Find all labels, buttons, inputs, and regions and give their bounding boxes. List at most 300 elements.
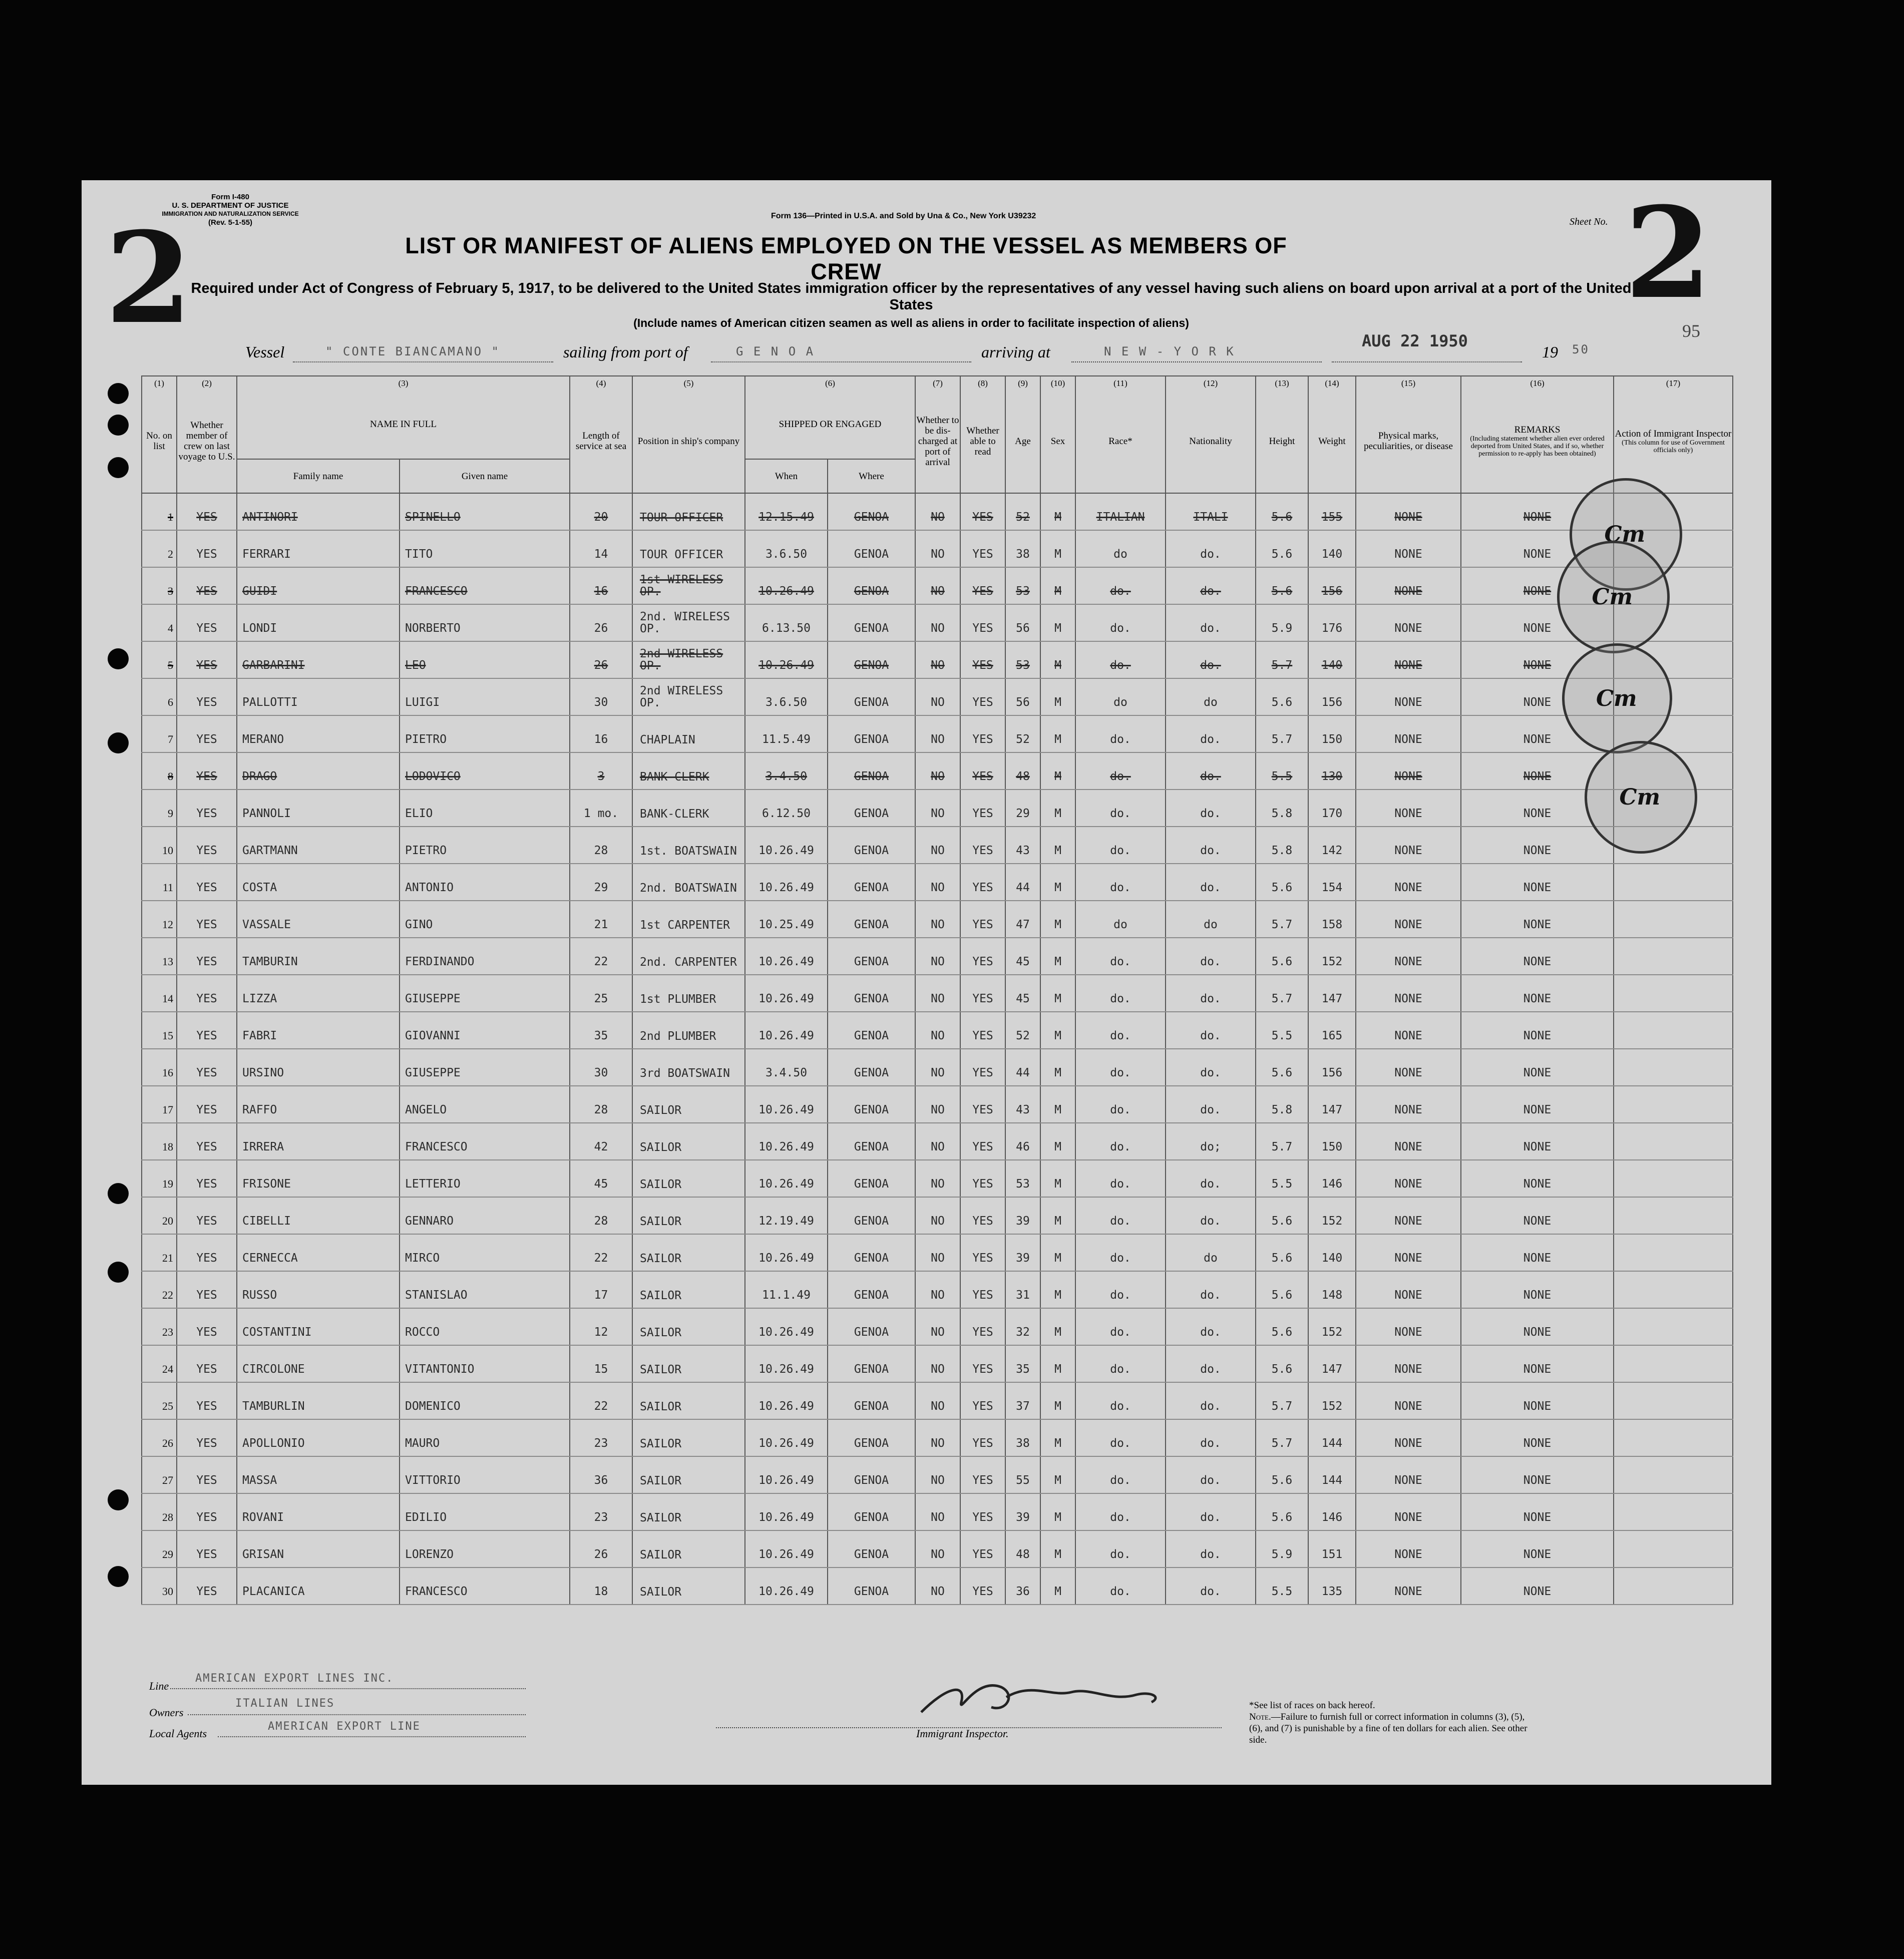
remarks-cell: NONE — [1461, 1049, 1614, 1086]
row-number-cell: 3 — [142, 567, 177, 604]
physical-marks-cell: NONE — [1356, 1308, 1461, 1345]
row-number-cell: 12 — [142, 901, 177, 938]
physical-marks-cell: NONE — [1356, 975, 1461, 1012]
table-row — [142, 1456, 1733, 1493]
family-name-cell: URSINO — [237, 1049, 400, 1086]
table-row — [142, 1049, 1733, 1086]
able-to-read-cell: YES — [960, 827, 1005, 864]
shipped-engaged-header: SHIPPED OR ENGAGED — [745, 389, 915, 459]
sex-cell: M — [1040, 901, 1075, 938]
physical-marks-cell: NONE — [1356, 715, 1461, 752]
remarks-note: (Including statement whether alien ever ordered deported from United States, and if so, whether permission to re-apply has been obtained) — [1470, 435, 1605, 458]
remarks-cell: NONE — [1461, 1456, 1614, 1493]
table-row — [142, 1345, 1733, 1382]
height-cell: 5.6 — [1256, 1197, 1308, 1234]
nationality-cell: do. — [1166, 864, 1256, 901]
family-name-cell: CIRCOLONE — [237, 1345, 400, 1382]
shipped-where-cell: GENOA — [828, 1197, 915, 1234]
to-be-discharged-cell: NO — [915, 790, 960, 827]
height-cell: 5.8 — [1256, 1086, 1308, 1123]
able-to-read-cell: YES — [960, 1012, 1005, 1049]
shipped-where-cell: GENOA — [828, 1456, 915, 1493]
nationality-cell: ITALI — [1166, 493, 1256, 530]
member-last-voyage-cell: YES — [177, 975, 237, 1012]
table-row — [142, 678, 1733, 715]
physical-marks-cell: NONE — [1356, 604, 1461, 641]
position-cell: TOUR OFFICER — [632, 493, 745, 530]
weight-cell: 156 — [1308, 678, 1356, 715]
member-last-voyage-cell: YES — [177, 604, 237, 641]
length-of-service-cell: 26 — [570, 1530, 632, 1568]
race-cell: do — [1075, 678, 1166, 715]
local-agents-label: Local Agents — [149, 1727, 207, 1740]
age-cell: 55 — [1005, 1456, 1040, 1493]
shipped-where-cell: GENOA — [828, 567, 915, 604]
height-cell: 5.7 — [1256, 641, 1308, 678]
age-cell: 43 — [1005, 827, 1040, 864]
position-cell: 1st PLUMBER — [632, 975, 745, 1012]
able-to-read-cell: YES — [960, 1234, 1005, 1271]
able-to-read-cell: YES — [960, 715, 1005, 752]
row-number-cell: 10 — [142, 827, 177, 864]
family-name-cell: TAMBURIN — [237, 938, 400, 975]
race-cell: do. — [1075, 641, 1166, 678]
inspector-action-cell — [1614, 1530, 1733, 1568]
physical-marks-cell: NONE — [1356, 1493, 1461, 1530]
inspector-action-cell — [1614, 901, 1733, 938]
nationality-cell: do. — [1166, 604, 1256, 641]
race-cell: do. — [1075, 1382, 1166, 1419]
physical-marks-cell: NONE — [1356, 1530, 1461, 1568]
shipped-where-cell: GENOA — [828, 864, 915, 901]
note-label: Note. — [1249, 1712, 1271, 1722]
position-cell: SAILOR — [632, 1234, 745, 1271]
sex-cell: M — [1040, 1382, 1075, 1419]
able-to-read-cell: YES — [960, 641, 1005, 678]
physical-marks-cell: NONE — [1356, 1382, 1461, 1419]
given-name-cell: LEO — [400, 641, 570, 678]
when-header: When — [745, 459, 828, 493]
row-number-cell: 26 — [142, 1419, 177, 1456]
row-number-cell: 17 — [142, 1086, 177, 1123]
length-of-service-cell: 29 — [570, 864, 632, 901]
position-cell: 1st CARPENTER — [632, 901, 745, 938]
table-row — [142, 567, 1733, 604]
col-num-6: (6) — [745, 376, 915, 389]
weight-cell: 148 — [1308, 1271, 1356, 1308]
race-cell: do. — [1075, 567, 1166, 604]
able-to-read-cell: YES — [960, 864, 1005, 901]
given-name-cell: PIETRO — [400, 827, 570, 864]
shipped-when-cell: 10.26.49 — [745, 1234, 828, 1271]
col-num-5: (5) — [632, 376, 745, 389]
family-name-cell: FERRARI — [237, 530, 400, 567]
nationality-cell: do. — [1166, 1160, 1256, 1197]
race-cell: do. — [1075, 1530, 1166, 1568]
action-note: (This column for use of Government officials only) — [1622, 439, 1725, 454]
weight-cell: 158 — [1308, 901, 1356, 938]
race-cell: do. — [1075, 864, 1166, 901]
position-cell: SAILOR — [632, 1456, 745, 1493]
remarks-cell: NONE — [1461, 864, 1614, 901]
weight-cell: 152 — [1308, 938, 1356, 975]
family-name-cell: TAMBURLIN — [237, 1382, 400, 1419]
age-cell: 35 — [1005, 1345, 1040, 1382]
shipped-when-cell: 10.25.49 — [745, 901, 828, 938]
family-name-cell: PLACANICA — [237, 1568, 400, 1605]
family-name-cell: CERNECCA — [237, 1234, 400, 1271]
weight-cell: 140 — [1308, 1234, 1356, 1271]
family-name-cell: PALLOTTI — [237, 678, 400, 715]
to-be-discharged-cell: NO — [915, 678, 960, 715]
able-to-read-cell: YES — [960, 530, 1005, 567]
shipped-when-cell: 3.6.50 — [745, 530, 828, 567]
to-be-discharged-cell: NO — [915, 1308, 960, 1345]
physical-marks-cell: NONE — [1356, 1160, 1461, 1197]
nationality-cell: do — [1166, 901, 1256, 938]
given-name-cell: LUIGI — [400, 678, 570, 715]
height-cell: 5.6 — [1256, 1456, 1308, 1493]
table-row — [142, 715, 1733, 752]
age-cell: 29 — [1005, 790, 1040, 827]
row-number-cell: 28 — [142, 1493, 177, 1530]
to-be-discharged-cell: NO — [915, 530, 960, 567]
row-number-cell: 2 — [142, 530, 177, 567]
nationality-cell: do. — [1166, 1345, 1256, 1382]
to-be-discharged-cell: NO — [915, 1493, 960, 1530]
line-label: Line — [149, 1680, 169, 1692]
family-name-cell: ANTINORI — [237, 493, 400, 530]
year-prefix: 19 — [1542, 343, 1558, 361]
remarks-cell: NONE — [1461, 1234, 1614, 1271]
physical-marks-cell: NONE — [1356, 1049, 1461, 1086]
consulate-stamp: Cm — [1570, 478, 1682, 591]
shipped-when-cell: 10.26.49 — [745, 1568, 828, 1605]
race-cell: do. — [1075, 975, 1166, 1012]
nationality-cell: do. — [1166, 641, 1256, 678]
length-of-service-cell: 30 — [570, 678, 632, 715]
weight-cell: 144 — [1308, 1456, 1356, 1493]
nationality-cell: do — [1166, 1234, 1256, 1271]
remarks-cell: NONE — [1461, 1012, 1614, 1049]
height-cell: 5.6 — [1256, 567, 1308, 604]
remarks-cell: NONE — [1461, 530, 1614, 567]
to-be-discharged-cell: NO — [915, 1530, 960, 1568]
table-row — [142, 827, 1733, 864]
position-cell: 2nd WIRELESS OP. — [632, 641, 745, 678]
shipped-where-cell: GENOA — [828, 1234, 915, 1271]
physical-marks-cell: NONE — [1356, 1568, 1461, 1605]
to-be-discharged-cell: NO — [915, 567, 960, 604]
able-to-read-cell: YES — [960, 567, 1005, 604]
given-name-header: Given name — [400, 459, 570, 493]
weight-cell: 170 — [1308, 790, 1356, 827]
remarks-cell: NONE — [1461, 938, 1614, 975]
physical-marks-cell: NONE — [1356, 1419, 1461, 1456]
weight-cell: 152 — [1308, 1308, 1356, 1345]
height-cell: 5.5 — [1256, 1568, 1308, 1605]
shipped-where-cell: GENOA — [828, 1419, 915, 1456]
able-to-read-cell: YES — [960, 1197, 1005, 1234]
row-number-cell: 14 — [142, 975, 177, 1012]
inspector-action-cell — [1614, 864, 1733, 901]
height-cell: 5.8 — [1256, 790, 1308, 827]
weight-cell: 150 — [1308, 715, 1356, 752]
table-row — [142, 1160, 1733, 1197]
col-num-4: (4) — [570, 376, 632, 389]
weight-cell: 147 — [1308, 1345, 1356, 1382]
sex-cell: M — [1040, 1086, 1075, 1123]
shipped-when-cell: 12.15.49 — [745, 493, 828, 530]
family-name-cell: LONDI — [237, 604, 400, 641]
member-last-voyage-cell: YES — [177, 1049, 237, 1086]
race-cell: do. — [1075, 1419, 1166, 1456]
sex-cell: M — [1040, 1197, 1075, 1234]
shipped-where-cell: GENOA — [828, 1568, 915, 1605]
age-cell: 46 — [1005, 1123, 1040, 1160]
shipped-when-cell: 10.26.49 — [745, 1308, 828, 1345]
given-name-cell: ANGELO — [400, 1086, 570, 1123]
table-row — [142, 1123, 1733, 1160]
col-num-16: (16) — [1461, 376, 1614, 389]
remarks-cell: NONE — [1461, 1123, 1614, 1160]
inspector-action-cell — [1614, 1049, 1733, 1086]
member-last-voyage-cell: YES — [177, 1086, 237, 1123]
given-name-cell: PIETRO — [400, 715, 570, 752]
height-cell: 5.7 — [1256, 1382, 1308, 1419]
race-cell: do. — [1075, 1308, 1166, 1345]
position-cell: 2nd. CARPENTER — [632, 938, 745, 975]
physical-marks-cell: NONE — [1356, 1456, 1461, 1493]
member-last-voyage-cell: YES — [177, 1197, 237, 1234]
sex-cell: M — [1040, 1530, 1075, 1568]
shipped-where-cell: GENOA — [828, 1530, 915, 1568]
table-row — [142, 1271, 1733, 1308]
race-cell: do. — [1075, 1234, 1166, 1271]
column-number-row — [142, 376, 1733, 389]
shipped-where-cell: GENOA — [828, 1086, 915, 1123]
length-of-service-cell: 36 — [570, 1456, 632, 1493]
shipped-when-cell: 10.26.49 — [745, 1493, 828, 1530]
length-service-header: Length of service at sea — [570, 389, 632, 493]
position-cell: SAILOR — [632, 1160, 745, 1197]
family-name-cell: RAFFO — [237, 1086, 400, 1123]
col-num-2: (2) — [177, 376, 237, 389]
given-name-cell: NORBERTO — [400, 604, 570, 641]
row-number-cell: 16 — [142, 1049, 177, 1086]
sex-cell: M — [1040, 1568, 1075, 1605]
to-be-discharged-cell: NO — [915, 752, 960, 790]
height-cell: 5.6 — [1256, 864, 1308, 901]
sailing-from-port: G E N O A — [736, 344, 815, 358]
physical-marks-cell: NONE — [1356, 1123, 1461, 1160]
physical-marks-cell: NONE — [1356, 864, 1461, 901]
remarks-cell: NONE — [1461, 1086, 1614, 1123]
age-cell: 44 — [1005, 864, 1040, 901]
sex-cell: M — [1040, 715, 1075, 752]
arrival-date-stamp: AUG 22 1950 — [1362, 331, 1468, 350]
col-num-7: (7) — [915, 376, 960, 389]
remarks-cell: NONE — [1461, 1382, 1614, 1419]
row-number-cell: 22 — [142, 1271, 177, 1308]
physical-marks-cell: NONE — [1356, 567, 1461, 604]
nationality-cell: do. — [1166, 1086, 1256, 1123]
shipped-where-cell: GENOA — [828, 530, 915, 567]
shipped-when-cell: 10.26.49 — [745, 975, 828, 1012]
sex-cell: M — [1040, 975, 1075, 1012]
nationality-cell: do; — [1166, 1123, 1256, 1160]
weight-cell: 140 — [1308, 530, 1356, 567]
footer-notes — [1249, 1700, 1540, 1746]
to-be-discharged-cell: NO — [915, 1568, 960, 1605]
given-name-cell: ANTONIO — [400, 864, 570, 901]
consulate-stamp: Cm — [1585, 741, 1697, 854]
member-last-voyage-cell: YES — [177, 1530, 237, 1568]
able-to-read-cell: YES — [960, 975, 1005, 1012]
length-of-service-cell: 1 mo. — [570, 790, 632, 827]
member-last-voyage-cell: YES — [177, 1456, 237, 1493]
given-name-cell: GENNARO — [400, 1197, 570, 1234]
sex-cell: M — [1040, 1308, 1075, 1345]
race-cell: do. — [1075, 1345, 1166, 1382]
given-name-cell: LETTERIO — [400, 1160, 570, 1197]
height-cell: 5.9 — [1256, 1530, 1308, 1568]
shipped-when-cell: 10.26.49 — [745, 1530, 828, 1568]
physical-marks-cell: NONE — [1356, 1234, 1461, 1271]
to-be-discharged-cell: NO — [915, 864, 960, 901]
position-cell: 1st. BOATSWAIN — [632, 827, 745, 864]
header-row — [142, 389, 1733, 459]
race-cell: do — [1075, 901, 1166, 938]
inspector-action-cell — [1614, 1197, 1733, 1234]
age-cell: 53 — [1005, 641, 1040, 678]
physical-marks-cell: NONE — [1356, 1271, 1461, 1308]
owners-label: Owners — [149, 1706, 184, 1719]
weight-cell: 150 — [1308, 1123, 1356, 1160]
race-cell: do. — [1075, 1160, 1166, 1197]
shipped-where-cell: GENOA — [828, 1493, 915, 1530]
member-last-voyage-cell: YES — [177, 1345, 237, 1382]
sex-cell: M — [1040, 752, 1075, 790]
height-cell: 5.6 — [1256, 1308, 1308, 1345]
length-of-service-cell: 18 — [570, 1568, 632, 1605]
sex-cell: M — [1040, 567, 1075, 604]
to-be-discharged-cell: NO — [915, 1345, 960, 1382]
col-num-9: (9) — [1005, 376, 1040, 389]
arriving-port: N E W - Y O R K — [1104, 344, 1235, 358]
weight-cell: 154 — [1308, 864, 1356, 901]
given-name-cell: GINO — [400, 901, 570, 938]
weight-cell: 147 — [1308, 975, 1356, 1012]
revision: (Rev. 5-1-55) — [208, 218, 253, 227]
member-last-voyage-cell: YES — [177, 715, 237, 752]
member-last-voyage-cell: YES — [177, 493, 237, 530]
note-text: —Failure to furnish full or correct information in columns (3), (5), (6), and (7) is punishable by a fine of ten dollars for each alien. See other side. — [1249, 1712, 1528, 1745]
given-name-cell: STANISLAO — [400, 1271, 570, 1308]
age-cell: 47 — [1005, 901, 1040, 938]
length-of-service-cell: 15 — [570, 1345, 632, 1382]
position-cell: SAILOR — [632, 1123, 745, 1160]
shipped-where-cell: GENOA — [828, 1308, 915, 1345]
owners-value: ITALIAN LINES — [235, 1697, 335, 1710]
row-number-cell: 23 — [142, 1308, 177, 1345]
nationality-cell: do. — [1166, 1530, 1256, 1568]
physical-marks-cell: NONE — [1356, 1197, 1461, 1234]
able-to-read-cell: YES — [960, 1123, 1005, 1160]
line-value: AMERICAN EXPORT LINES INC. — [195, 1672, 394, 1685]
position-cell: SAILOR — [632, 1419, 745, 1456]
given-name-cell: VITANTONIO — [400, 1345, 570, 1382]
height-cell: 5.6 — [1256, 1493, 1308, 1530]
remarks-cell: NONE — [1461, 1419, 1614, 1456]
to-be-discharged-cell: NO — [915, 938, 960, 975]
member-last-voyage-cell: YES — [177, 901, 237, 938]
col-num-13: (13) — [1256, 376, 1308, 389]
inspector-action-cell — [1614, 1345, 1733, 1382]
able-to-read-cell: YES — [960, 1271, 1005, 1308]
given-name-cell: GIOVANNI — [400, 1012, 570, 1049]
consulate-stamp: Cm — [1557, 541, 1670, 653]
row-number-cell: 6 — [142, 678, 177, 715]
position-cell: 2nd. WIRELESS OP. — [632, 604, 745, 641]
department: U. S. DEPARTMENT OF JUSTICE — [172, 201, 289, 210]
table-row — [142, 975, 1733, 1012]
family-name-cell: LIZZA — [237, 975, 400, 1012]
given-name-cell: DOMENICO — [400, 1382, 570, 1419]
crew-manifest-table — [141, 375, 1733, 1605]
inspector-action-cell — [1614, 1086, 1733, 1123]
able-to-read-cell: YES — [960, 1419, 1005, 1456]
race-cell: do. — [1075, 1456, 1166, 1493]
position-cell: CHAPLAIN — [632, 715, 745, 752]
able-to-read-cell: YES — [960, 493, 1005, 530]
member-last-voyage-cell: YES — [177, 1382, 237, 1419]
sex-cell: M — [1040, 641, 1075, 678]
race-cell: do. — [1075, 1086, 1166, 1123]
weight-cell: 156 — [1308, 567, 1356, 604]
shipped-when-cell: 10.26.49 — [745, 1012, 828, 1049]
form-subnote: (Include names of American citizen seamen as well as aliens in order to facilitate inspection of aliens) — [633, 316, 1189, 329]
physical-marks-cell: NONE — [1356, 901, 1461, 938]
col-num-8: (8) — [960, 376, 1005, 389]
nationality-cell: do. — [1166, 1012, 1256, 1049]
position-cell: TOUR OFFICER — [632, 530, 745, 567]
nationality-cell: do. — [1166, 752, 1256, 790]
table-row — [142, 1012, 1733, 1049]
shipped-when-cell: 10.26.49 — [745, 567, 828, 604]
physical-marks-cell: NONE — [1356, 827, 1461, 864]
length-of-service-cell: 28 — [570, 827, 632, 864]
able-to-read-cell: YES — [960, 604, 1005, 641]
shipped-when-cell: 10.26.49 — [745, 1456, 828, 1493]
given-name-cell: TITO — [400, 530, 570, 567]
able-to-read-cell: YES — [960, 790, 1005, 827]
physical-marks-cell: NONE — [1356, 678, 1461, 715]
to-be-discharged-cell: NO — [915, 1160, 960, 1197]
age-cell: 39 — [1005, 1234, 1040, 1271]
family-name-cell: IRRERA — [237, 1123, 400, 1160]
nationality-cell: do — [1166, 678, 1256, 715]
physical-marks-cell: NONE — [1356, 790, 1461, 827]
height-cell: 5.9 — [1256, 604, 1308, 641]
inspector-action-cell — [1614, 1012, 1733, 1049]
length-of-service-cell: 26 — [570, 604, 632, 641]
race-note: *See list of races on back hereof. — [1249, 1700, 1375, 1711]
height-cell: 5.5 — [1256, 752, 1308, 790]
weight-cell: 147 — [1308, 1086, 1356, 1123]
sailing-from-label: sailing from port of — [563, 343, 688, 361]
physical-marks-cell: NONE — [1356, 1012, 1461, 1049]
